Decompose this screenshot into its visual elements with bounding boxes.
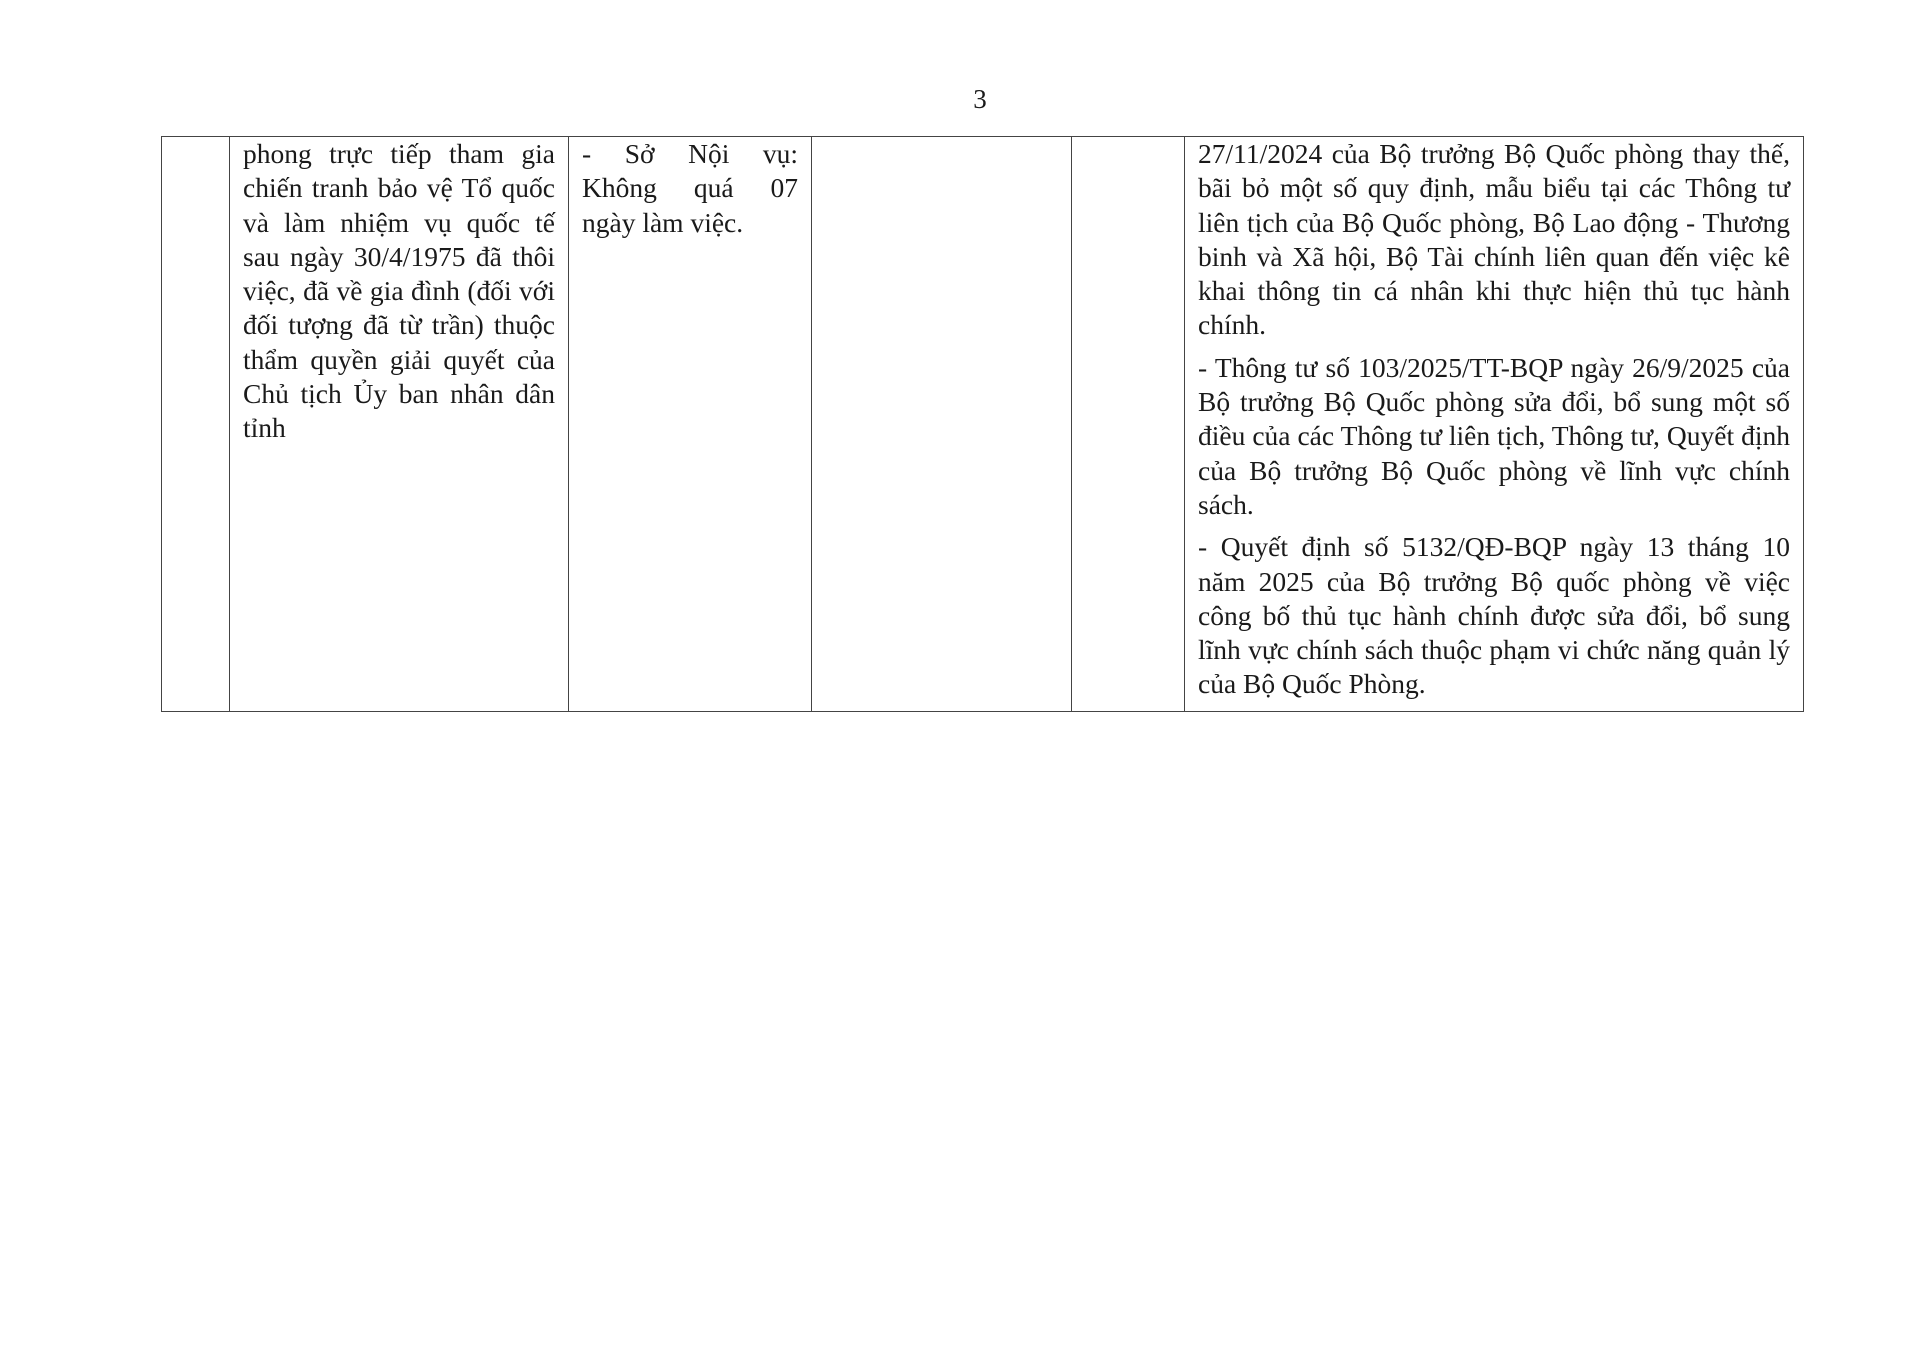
agency-word-1: Sở (624, 138, 655, 169)
location-cell (812, 137, 1072, 712)
legal-basis-paragraph: 27/11/2024 của Bộ trưởng Bộ Quốc phòng thay thế, bãi bỏ một số quy định, mẫu biểu tại các Thông tư liên tịch của Bộ Quốc phòng, Bộ Lao động - Thương binh và Xã hội, Bộ Tài chính liên quan đến việc kê khai thông tin cá nhân khi thực hiện thủ tục hành chính. (1198, 138, 1790, 341)
page-number: 3 (973, 84, 987, 114)
procedure-table (161, 136, 1804, 712)
agency-word-3: vụ: (762, 138, 798, 169)
processing-duration: Không quá 07 ngày làm việc. (582, 172, 798, 238)
legal-basis-paragraph: - Thông tư số 103/2025/TT-BQP ngày 26/9/2025 của Bộ trưởng Bộ Quốc phòng sửa đổi, bổ sung một số điều của các Thông tư liên tịch, Thông tư, Quyết định của Bộ trưởng Bộ Quốc phòng về lĩnh vực chính sách. (1198, 351, 1790, 520)
agency-word-2: Nội (688, 138, 730, 169)
table-row (162, 137, 1804, 712)
procedure-name-cell: phong trực tiếp tham gia chiến tranh bảo vệ Tổ quốc và làm nhiệm vụ quốc tế sau ngày 30/4/1975 đã thôi việc, đã về gia đình (đối với đối tượng đã từ trần) thuộc thẩm quyền giải quyết của Chủ tịch Ủy ban nhân dân tỉnh (230, 137, 569, 712)
stt-cell (162, 137, 230, 712)
agency-dash: - (582, 138, 592, 169)
fee-cell (1072, 137, 1185, 712)
agency-line (582, 137, 798, 171)
processing-time-cell (569, 137, 812, 712)
legal-basis-paragraph: - Quyết định số 5132/QĐ-BQP ngày 13 tháng 10 năm 2025 của Bộ trưởng Bộ quốc phòng về việc công bố thủ tục hành chính được sửa đổi, bổ sung lĩnh vực chính sách thuộc phạm vi chức năng quản lý của Bộ Quốc Phòng. (1198, 531, 1790, 700)
legal-basis-cell (1185, 137, 1804, 712)
